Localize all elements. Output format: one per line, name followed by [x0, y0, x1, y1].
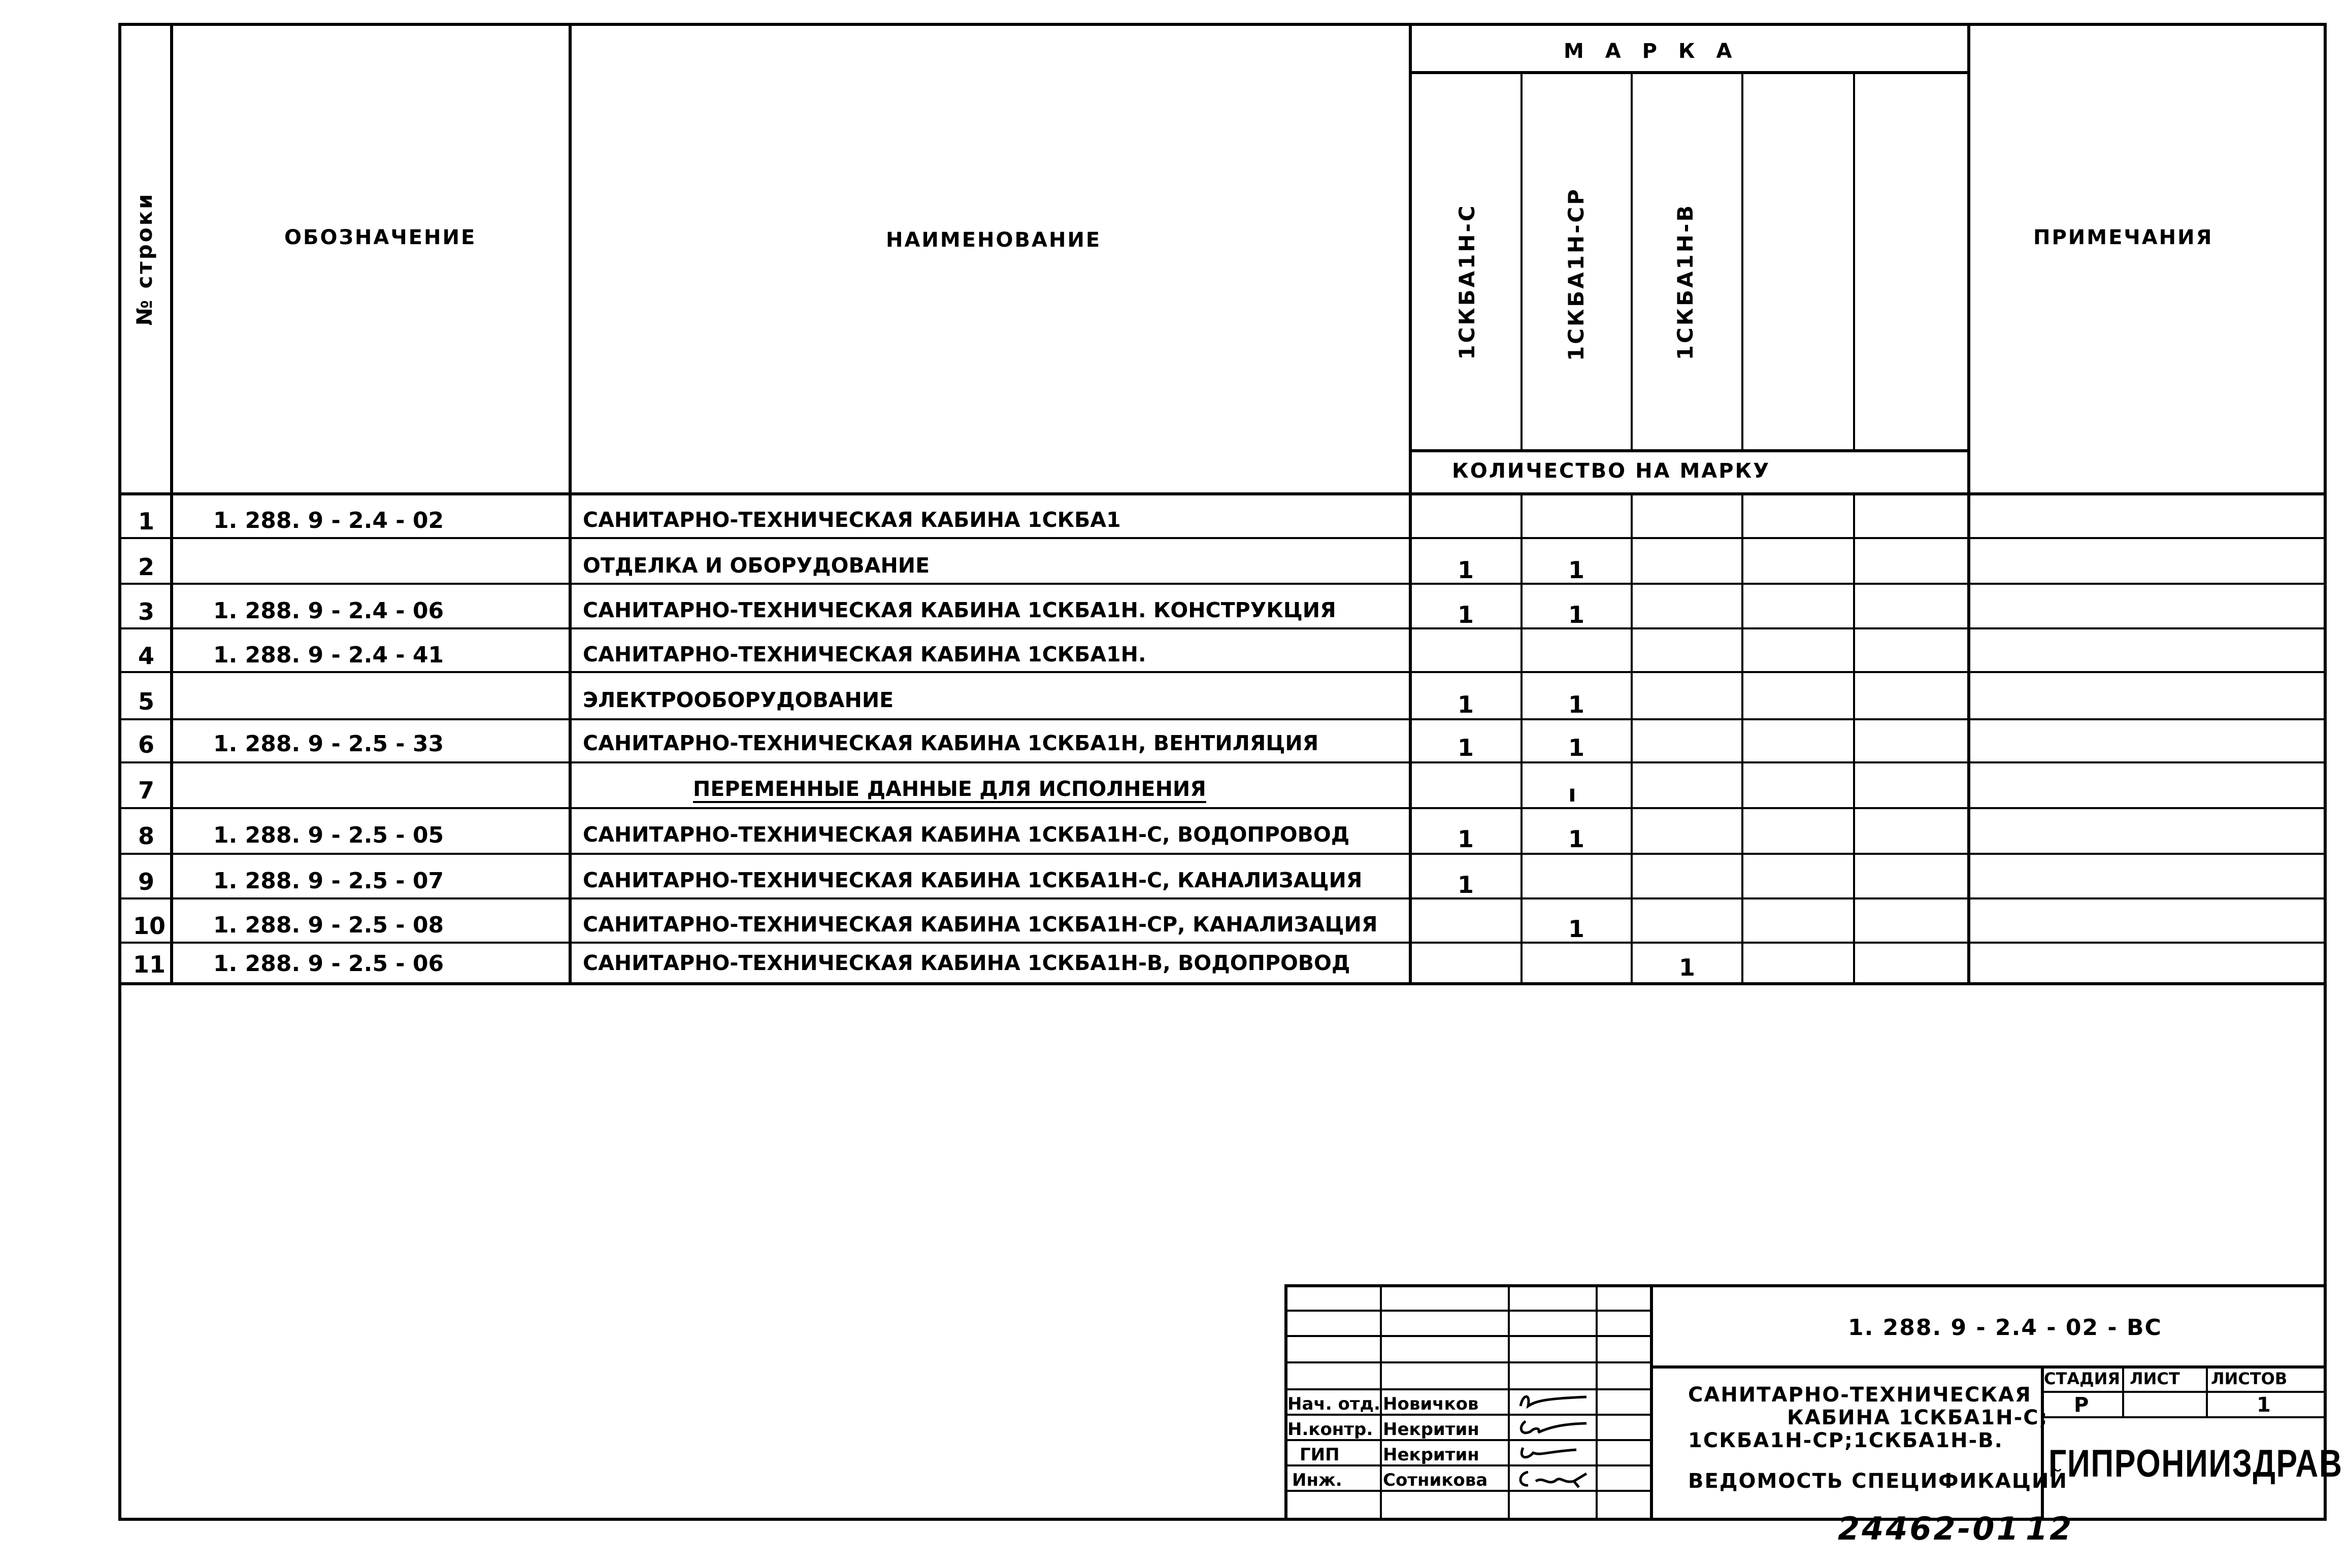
header-qty-label: КОЛИЧЕСТВО НА МАРКУ: [1452, 459, 1771, 483]
row-line: [118, 718, 2327, 720]
stamp-code: 1. 288. 9 - 2.4 - 02 - ВС: [1848, 1315, 2162, 1341]
header-bottom-line: [118, 492, 2327, 495]
qty-line: [1409, 449, 1967, 452]
col-line-6b: [1741, 492, 1743, 985]
row-line: [118, 897, 2327, 899]
stamp-sheets-label: ЛИСТОВ: [2211, 1369, 2288, 1388]
row-name: САНИТАРНО-ТЕХНИЧЕСКАЯ КАБИНА 1СКБА1Н, ВЕНТИЛЯЦИЯ: [583, 731, 1319, 755]
row-line: [118, 807, 2327, 809]
row-number: 10: [133, 912, 166, 940]
row-designation: 1. 288. 9 - 2.5 - 07: [213, 868, 444, 894]
header-mark-1: 1СКБА1Н-С: [1455, 204, 1479, 360]
col-line-6: [1741, 71, 1743, 449]
row-qty: 1: [1568, 556, 1585, 584]
col-line-3: [1409, 23, 1412, 985]
row-name: САНИТАРНО-ТЕХНИЧЕСКАЯ КАБИНА 1СКБА1Н-СР, КАНАЛИЗАЦИЯ: [583, 912, 1378, 937]
row-qty: 1: [1458, 691, 1474, 718]
stamp-col-b: [1508, 1284, 1510, 1518]
header-notes: ПРИМЕЧАНИЯ: [2033, 226, 2213, 249]
col-line-5b: [1631, 492, 1633, 985]
row-name: САНИТАРНО-ТЕХНИЧЕСКАЯ КАБИНА 1СКБА1Н-С, КАНАЛИЗАЦИЯ: [583, 868, 1363, 892]
row-qty: 1: [1568, 691, 1585, 718]
stamp-row: [1284, 1388, 1650, 1390]
stamp-sheets-value: 1: [2257, 1393, 2272, 1417]
row-qty: 1: [1458, 871, 1474, 898]
stamp-col-d: [1650, 1284, 1653, 1518]
row-line: [118, 853, 2327, 855]
stamp-col-c: [1596, 1284, 1598, 1518]
staff-name-1: Новичков: [1383, 1394, 1479, 1414]
row-number: 3: [138, 598, 155, 625]
row-qty: ı: [1568, 780, 1576, 807]
row-designation: 1. 288. 9 - 2.5 - 05: [213, 822, 444, 848]
stamp-sheet-sep: [2206, 1365, 2208, 1416]
row-number: 4: [138, 642, 155, 670]
staff-role-4: Инж.: [1292, 1470, 1342, 1490]
row-name: САНИТАРНО-ТЕХНИЧЕСКАЯ КАБИНА 1СКБА1Н-С, ВОДОПРОВОД: [583, 822, 1350, 847]
col-line-4b: [1520, 492, 1523, 985]
row-qty: 1: [1458, 734, 1474, 761]
row-number: 11: [133, 951, 166, 978]
col-line-1: [170, 23, 173, 985]
stamp-sheet-label: ЛИСТ: [2130, 1369, 2180, 1388]
staff-role-1: Нач. отд.: [1287, 1394, 1380, 1414]
col-line-2: [569, 23, 572, 985]
header-mark-2: 1СКБА1Н-СР: [1564, 187, 1589, 361]
stamp-stage-label: СТАДИЯ: [2044, 1369, 2120, 1388]
row-number: 7: [138, 777, 155, 804]
col-line-7b: [1853, 492, 1855, 985]
row-line: [118, 627, 2327, 629]
row-qty: 1: [1568, 734, 1585, 761]
staff-name-4: Сотникова: [1383, 1470, 1488, 1490]
left-border: [118, 23, 121, 1520]
col-line-7: [1853, 71, 1855, 449]
row-designation: 1. 288. 9 - 2.5 - 08: [213, 912, 444, 938]
inventory-number: 24462-01: [1838, 1510, 2021, 1547]
row-number: 6: [138, 731, 155, 758]
stamp-org-left: [2041, 1416, 2044, 1518]
row-name: САНИТАРНО-ТЕХНИЧЕСКАЯ КАБИНА 1СКБА1: [583, 508, 1121, 532]
row-line: [118, 761, 2327, 763]
row-designation: 1. 288. 9 - 2.4 - 41: [213, 642, 444, 668]
row-qty: 1: [1458, 601, 1474, 628]
stamp-stage-value: Р: [2074, 1393, 2090, 1417]
row-designation: 1. 288. 9 - 2.4 - 06: [213, 598, 444, 624]
row-number: 2: [138, 553, 155, 581]
row-designation: 1. 288. 9 - 2.5 - 33: [213, 731, 444, 757]
row-qty: 1: [1458, 556, 1474, 584]
row-line: [118, 671, 2327, 673]
staff-role-2: Н.контр.: [1287, 1419, 1373, 1440]
row-designation: 1. 288. 9 - 2.4 - 02: [213, 508, 444, 533]
signature-1: [1515, 1391, 1592, 1414]
row-designation: 1. 288. 9 - 2.5 - 06: [213, 951, 444, 977]
signature-2: [1515, 1416, 1592, 1439]
org-name: ГИПРОНИИЗДРАВ: [2048, 1442, 2343, 1485]
row-name: САНИТАРНО-ТЕХНИЧЕСКАЯ КАБИНА 1СКБА1Н.: [583, 642, 1146, 666]
col-line-4: [1520, 71, 1523, 449]
header-marka: М А Р К А: [1564, 40, 1739, 63]
table-bottom-line: [118, 982, 2327, 985]
signature-4: [1513, 1466, 1594, 1491]
right-border: [2324, 23, 2327, 1520]
stamp-top: [1284, 1284, 2325, 1287]
page-number: 12: [2026, 1510, 2074, 1547]
stamp-row: [1284, 1310, 1650, 1312]
row-line: [118, 942, 2327, 944]
row-number: 8: [138, 822, 155, 850]
header-mark-3: 1СКБА1Н-В: [1673, 203, 1698, 360]
staff-name-3: Некритин: [1383, 1445, 1479, 1465]
header-designation: ОБОЗНАЧЕНИЕ: [284, 226, 477, 249]
stamp-stage-line: [2041, 1391, 2325, 1393]
row-name: САНИТАРНО-ТЕХНИЧЕСКАЯ КАБИНА 1СКБА1Н-В, ВОДОПРОВОД: [583, 951, 1350, 975]
row-qty: 1: [1458, 825, 1474, 853]
stamp-title-1: САНИТАРНО-ТЕХНИЧЕСКАЯ: [1688, 1383, 2032, 1407]
marka-line: [1409, 71, 1967, 74]
stamp-title-2: КАБИНА 1СКБА1Н-С;: [1787, 1406, 2048, 1429]
stamp-code-line: [1650, 1365, 2325, 1369]
row-line: [118, 583, 2327, 585]
top-border: [118, 23, 2327, 26]
row-qty: 1: [1568, 601, 1585, 628]
row-number: 5: [138, 688, 155, 715]
stamp-row: [1284, 1335, 1650, 1337]
col-line-5: [1631, 71, 1633, 449]
staff-name-2: Некритин: [1383, 1419, 1479, 1440]
row-number: 9: [138, 868, 155, 895]
row-line: [118, 537, 2327, 539]
stamp-row: [1284, 1361, 1650, 1363]
staff-role-3: ГИП: [1300, 1445, 1340, 1465]
row-name: САНИТАРНО-ТЕХНИЧЕСКАЯ КАБИНА 1СКБА1Н. КОНСТРУКЦИЯ: [583, 598, 1336, 622]
row-name: ЭЛЕКТРООБОРУДОВАНИЕ: [583, 688, 894, 712]
row-qty: 1: [1568, 825, 1585, 853]
row-qty: 1: [1568, 915, 1585, 943]
row-name: ОТДЕЛКА И ОБОРУДОВАНИЕ: [583, 553, 930, 578]
stamp-title-3: 1СКБА1Н-СР;1СКБА1Н-В.: [1688, 1429, 2003, 1452]
header-row-no: № строки: [132, 192, 157, 326]
col-line-8: [1967, 23, 1970, 985]
row-qty: 1: [1679, 954, 1696, 981]
signature-3: [1515, 1442, 1592, 1464]
row-name: ПЕРЕМЕННЫЕ ДАННЫЕ ДЛЯ ИСПОЛНЕНИЯ: [693, 777, 1206, 801]
stamp-stage-sep: [2122, 1365, 2124, 1416]
header-name: НАИМЕНОВАНИЕ: [886, 228, 1102, 252]
row-number: 1: [138, 508, 155, 535]
stamp-title-4: ВЕДОМОСТЬ СПЕЦИФИКАЦИЙ: [1688, 1470, 2068, 1493]
